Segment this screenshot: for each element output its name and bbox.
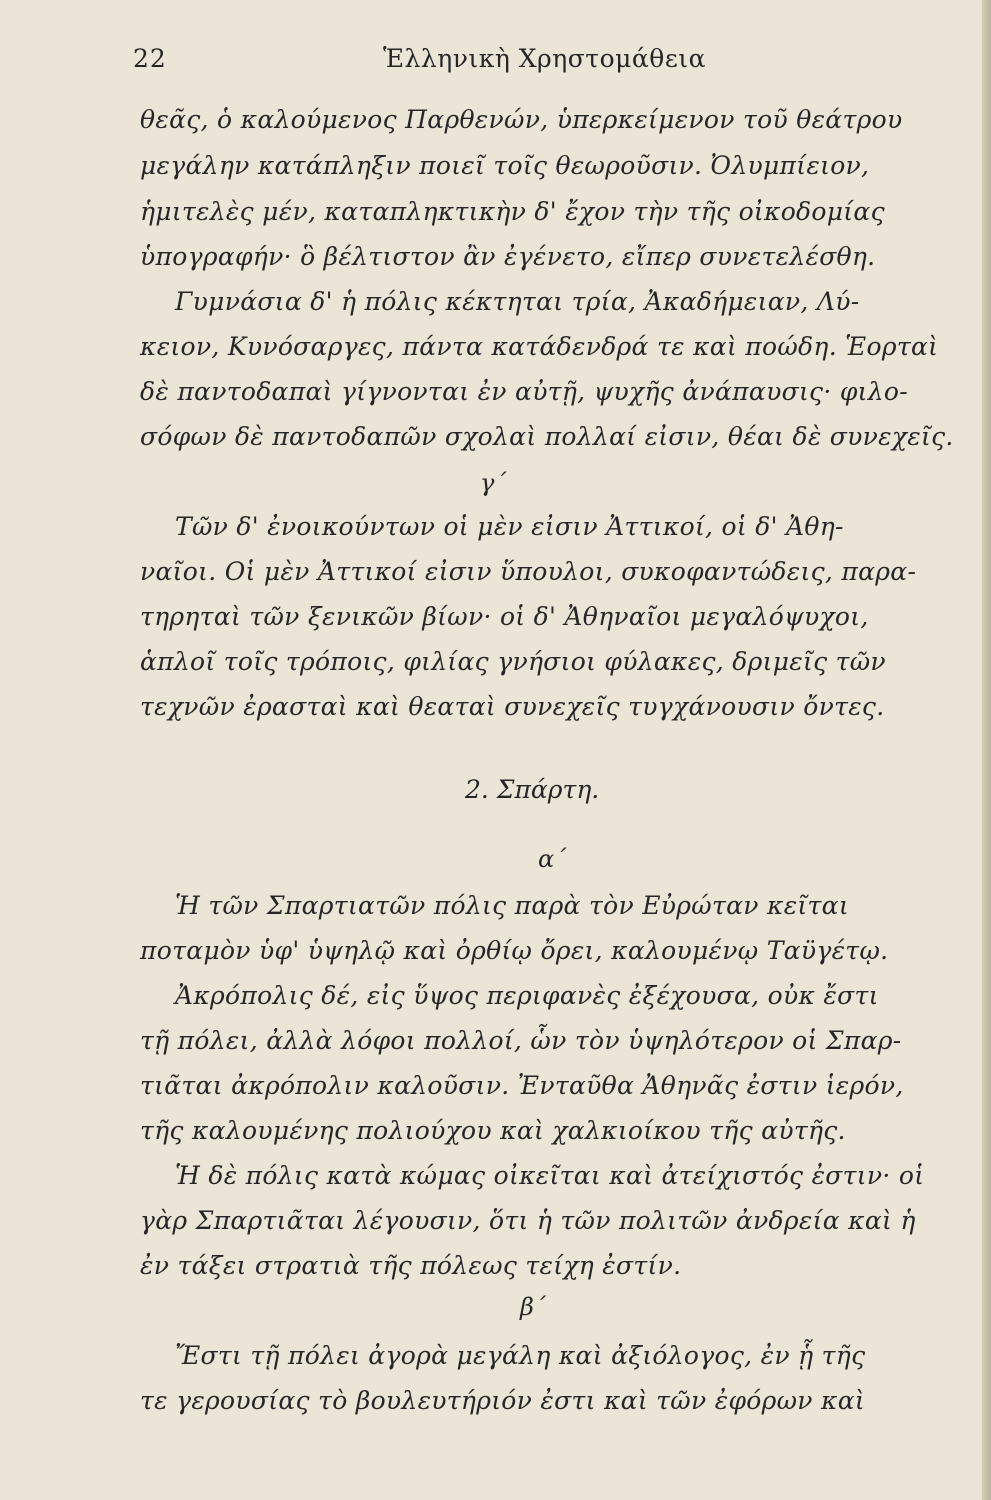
text-line: τῇ πόλει, ἀλλὰ λόφοι πολλοί, ὧν τὸν ὑψηλότερον οἱ Σπαρ- [140,1026,902,1055]
text-line: γὰρ Σπαρτιᾶται λέγουσιν, ὅτι ἡ τῶν πολιτῶν ἀνδρεία καὶ ἡ [140,1206,916,1235]
text-line: ἁπλοῖ τοῖς τρόποις, φιλίας γνήσιοι φύλακες, δριμεῖς τῶν [140,647,886,676]
section-title: 2. Σπάρτη. [465,775,600,804]
text-line: Ἔστι τῇ πόλει ἀγορὰ μεγάλη καὶ ἀξιόλογος, ἐν ᾗ τῆς [175,1341,866,1370]
text-line: Τῶν δ' ἐνοικούντων οἱ μὲν εἰσιν Ἀττικοί, οἱ δ' Ἀθη- [175,512,844,541]
text-line: Ἡ τῶν Σπαρτιατῶν πόλις παρὰ τὸν Εὐρώταν κεῖται [175,891,849,920]
text-line: δὲ παντοδαπαὶ γίγνονται ἐν αὐτῇ, ψυχῆς ἀνάπαυσις· φιλο- [140,377,909,406]
text-line: τῆς καλουμένης πολιούχου καὶ χαλκιοίκου τῆς αὐτῆς. [140,1116,846,1145]
text-line: ὑπογραφήν· ὃ βέλτιστον ἂν ἐγένετο, εἴπερ συνετελέσθη. [140,242,876,271]
text-line: κειον, Κυνόσαργες, πάντα κατάδενδρά τε καὶ ποώδη. Ἑορταὶ [140,332,939,361]
paragraph-marker-gamma: γ΄ [480,469,507,497]
text-line: ναῖοι. Οἱ μὲν Ἀττικοί εἰσιν ὕπουλοι, συκοφαντώδεις, παρα- [140,557,917,586]
text-line: ποταμὸν ὑφ' ὑψηλῷ καὶ ὀρθίῳ ὄρει, καλουμένῳ Ταϋγέτῳ. [140,936,889,965]
text-line: σόφων δὲ παντοδαπῶν σχολαὶ πολλαί εἰσιν, θέαι δὲ συνεχεῖς. [140,422,954,451]
text-line: τε γερουσίας τὸ βουλευτήριόν ἐστι καὶ τῶν ἐφόρων καὶ [140,1386,866,1415]
text-line: Γυμνάσια δ' ἡ πόλις κέκτηται τρία, Ἀκαδήμειαν, Λύ- [175,287,860,316]
running-title: Ἑλληνικὴ Χρηστομάθεια [383,44,706,73]
paragraph-marker-alpha: α΄ [538,845,567,873]
text-line: ἐν τάξει στρατιὰ τῆς πόλεως τείχη ἐστίν. [140,1251,682,1280]
paragraph-marker-beta: β΄ [520,1293,546,1321]
text-line: μεγάλην κατάπληξιν ποιεῖ τοῖς θεωροῦσιν. Ὀλυμπίειον, [140,151,870,180]
page-number: 22 [133,44,167,73]
text-line: Ἡ δὲ πόλις κατὰ κώμας οἰκεῖται καὶ ἀτείχιστός ἐστιν· οἱ [175,1161,925,1190]
page-edge [982,0,991,1500]
text-line: τιᾶται ἀκρόπολιν καλοῦσιν. Ἐνταῦθα Ἀθηνᾶς ἐστιν ἱερόν, [140,1071,904,1100]
page-header [0,40,900,80]
text-line: Ἀκρόπολις δέ, εἰς ὕψος περιφανὲς ἐξέχουσα, οὐκ ἔστι [175,981,879,1010]
text-line: ἡμιτελὲς μέν, καταπληκτικὴν δ' ἔχον τὴν τῆς οἰκοδομίας [140,197,885,226]
text-line: τεχνῶν ἐρασταὶ καὶ θεαταὶ συνεχεῖς τυγχάνουσιν ὄντες. [140,692,885,721]
text-line: θεᾶς, ὁ καλούμενος Παρθενών, ὑπερκείμενον τοῦ θεάτρου [140,105,903,134]
text-line: τηρηταὶ τῶν ξενικῶν βίων· οἱ δ' Ἀθηναῖοι μεγαλόψυχοι, [140,602,869,631]
